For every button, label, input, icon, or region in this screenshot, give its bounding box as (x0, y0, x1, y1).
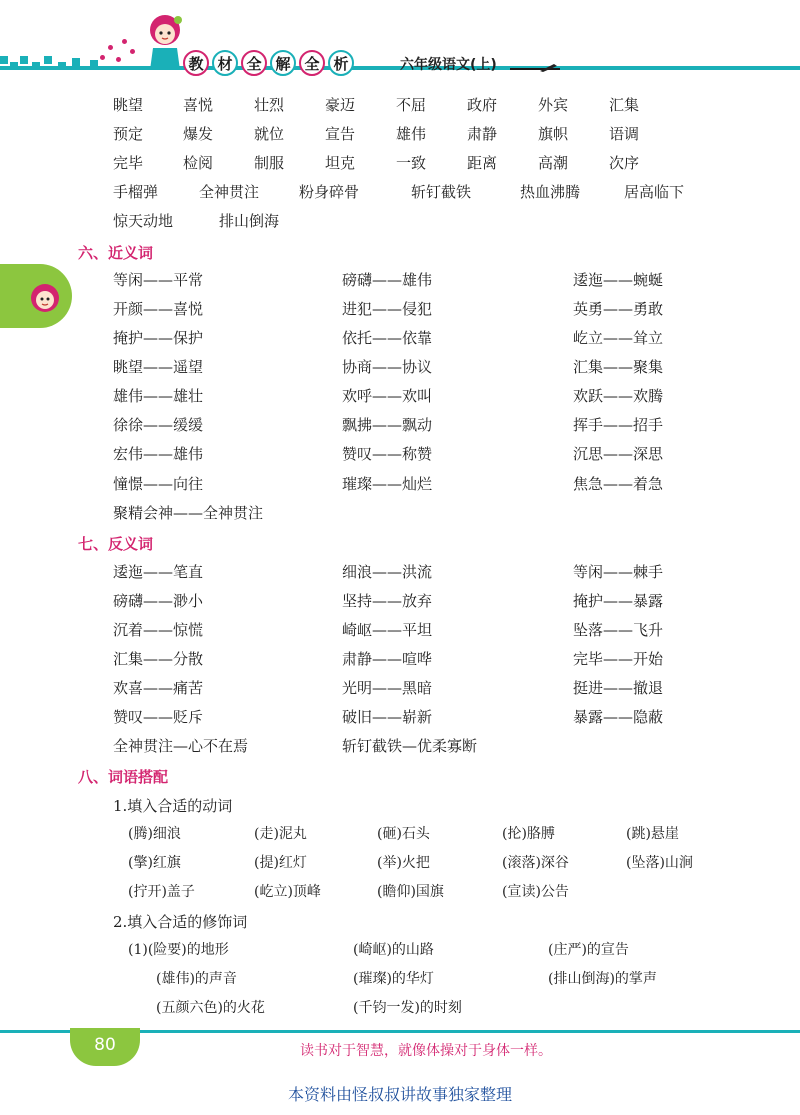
verb-item: (宣读)公告 (502, 884, 569, 900)
modifier-item: (五颜六色)的火花 (156, 1000, 265, 1016)
vocab-word: 宣告 (325, 125, 356, 143)
section-title-antonyms: 七、反义词 (78, 535, 154, 553)
title-char: 全 (299, 50, 325, 76)
synonym-pair: 飘拂——飘动 (342, 416, 433, 434)
antonym-pair: 破旧——崭新 (342, 708, 433, 726)
vocab-word: 外宾 (538, 96, 569, 114)
vocab-word: 斩钉截铁 (411, 183, 472, 201)
synonym-pair: 磅礴——雄伟 (342, 271, 433, 289)
antonym-pair: 肃静——喧哗 (342, 650, 433, 668)
antonym-pair: 挺进——撤退 (573, 679, 664, 697)
title-char: 教 (183, 50, 209, 76)
antonym-pair: 逶迤——笔直 (113, 563, 204, 581)
synonym-pair: 挥手——招手 (573, 416, 664, 434)
synonym-pair: 英勇——勇敢 (573, 300, 664, 318)
vocab-word: 雄伟 (396, 125, 427, 143)
antonym-pair: 细浪——洪流 (342, 563, 433, 581)
vocab-word: 预定 (113, 125, 144, 143)
antonym-pair: 斩钉截铁—优柔寡断 (342, 737, 478, 755)
modifier-item: (庄严)的宣告 (548, 942, 629, 958)
vocab-word: 政府 (467, 96, 498, 114)
vocab-word: 爆发 (183, 125, 214, 143)
subsection-title-verbs: 1.填入合适的动词 (113, 797, 233, 815)
verb-item: (坠落)山涧 (626, 855, 693, 871)
synonym-pair: 屹立——耸立 (573, 329, 664, 347)
vocab-word: 手榴弹 (113, 183, 159, 201)
mascot-face-icon (28, 280, 62, 314)
verb-item: (砸)石头 (377, 826, 430, 842)
vocab-word: 壮烈 (254, 96, 285, 114)
vocab-word: 喜悦 (183, 96, 214, 114)
synonym-pair: 汇集——聚集 (573, 358, 664, 376)
book-title (183, 50, 354, 78)
footer-quote: 读书对于智慧，就像体操对于身体一样。 (300, 1043, 552, 1059)
antonym-pair: 掩护——暴露 (573, 592, 664, 610)
vocab-word: 制服 (254, 154, 285, 172)
synonym-pair: 聚精会神——全神贯注 (113, 504, 264, 522)
synonym-pair: 宏伟——雄伟 (113, 445, 204, 463)
synonym-pair: 沉思——深思 (573, 445, 664, 463)
vocab-word: 眺望 (113, 96, 144, 114)
title-char: 全 (241, 50, 267, 76)
vocab-word: 惊天动地 (113, 212, 174, 230)
vocab-word: 完毕 (113, 154, 144, 172)
vocab-word: 肃静 (467, 125, 498, 143)
verb-item: (擎)红旗 (128, 855, 181, 871)
antonym-pair: 暴露——隐蔽 (573, 708, 664, 726)
verb-item: (举)火把 (377, 855, 430, 871)
grade-label: 六年级语文(上) (400, 57, 497, 73)
vocab-word: 次序 (609, 154, 640, 172)
title-char: 解 (270, 50, 296, 76)
antonym-pair: 沉着——惊慌 (113, 621, 204, 639)
synonym-pair: 雄伟——雄壮 (113, 387, 204, 405)
verb-item: (腾)细浪 (128, 826, 181, 842)
synonym-pair: 掩护——保护 (113, 329, 204, 347)
vocab-word: 汇集 (609, 96, 640, 114)
verb-item: (跳)悬崖 (626, 826, 679, 842)
verb-item: (提)红灯 (254, 855, 307, 871)
title-char: 析 (328, 50, 354, 76)
vocab-word: 全神贯注 (199, 183, 260, 201)
modifier-item: (1)(险要)的地形 (128, 942, 229, 958)
synonym-pair: 协商——协议 (342, 358, 433, 376)
antonym-pair: 完毕——开始 (573, 650, 664, 668)
antonym-pair: 坚持——放弃 (342, 592, 433, 610)
synonym-pair: 憧憬——向往 (113, 475, 204, 493)
subsection-title-modifiers: 2.填入合适的修饰词 (113, 913, 248, 931)
vocab-word: 距离 (467, 154, 498, 172)
verb-item: (拧开)盖子 (128, 884, 195, 900)
title-char: 材 (212, 50, 238, 76)
page-header (0, 0, 800, 95)
verb-item: (抡)胳膊 (502, 826, 555, 842)
antonym-pair: 崎岖——平坦 (342, 621, 433, 639)
synonym-pair: 逶迤——蜿蜒 (573, 271, 664, 289)
vocab-word: 不屈 (396, 96, 427, 114)
vocab-word: 豪迈 (325, 96, 356, 114)
vocab-word: 坦克 (325, 154, 356, 172)
synonym-pair: 依托——依靠 (342, 329, 433, 347)
antonym-pair: 欢喜——痛苦 (113, 679, 204, 697)
vocab-word: 语调 (609, 125, 640, 143)
synonym-pair: 进犯——侵犯 (342, 300, 433, 318)
section-title-collocation: 八、词语搭配 (78, 768, 169, 786)
verb-item: (瞻仰)国旗 (377, 884, 444, 900)
modifier-item: (崎岖)的山路 (353, 942, 434, 958)
vocab-word: 就位 (254, 125, 285, 143)
vocab-word: 一致 (396, 154, 427, 172)
verb-item: (走)泥丸 (254, 826, 307, 842)
antonym-pair: 汇集——分散 (113, 650, 204, 668)
vocab-word: 粉身碎骨 (299, 183, 360, 201)
verb-item: (滚落)深谷 (502, 855, 569, 871)
modifier-item: (排山倒海)的掌声 (548, 971, 657, 987)
antonym-pair: 赞叹——贬斥 (113, 708, 204, 726)
synonym-pair: 等闲——平常 (113, 271, 204, 289)
antonym-pair: 光明——黑暗 (342, 679, 433, 697)
vocab-word: 居高临下 (624, 183, 685, 201)
synonym-pair: 眺望——遥望 (113, 358, 204, 376)
credit-line: 本资料由怪叔叔讲故事独家整理 (287, 1085, 512, 1104)
modifier-item: (雄伟)的声音 (156, 971, 237, 987)
antonym-pair: 坠落——飞升 (573, 621, 664, 639)
vocab-word: 高潮 (538, 154, 569, 172)
antonym-pair: 全神贯注—心不在焉 (113, 737, 249, 755)
synonym-pair: 璀璨——灿烂 (342, 475, 433, 493)
synonym-pair: 焦急——着急 (573, 475, 664, 493)
modifier-item: (璀璨)的华灯 (353, 971, 434, 987)
vocab-word: 排山倒海 (219, 212, 280, 230)
vocab-word: 旗帜 (538, 125, 569, 143)
vocab-word: 检阅 (183, 154, 214, 172)
synonym-pair: 欢呼——欢叫 (342, 387, 433, 405)
antonym-pair: 磅礴——渺小 (113, 592, 204, 610)
synonym-pair: 开颜——喜悦 (113, 300, 204, 318)
verb-item: (屹立)顶峰 (254, 884, 321, 900)
synonym-pair: 徐徐——缓缓 (113, 416, 204, 434)
synonym-pair: 赞叹——称赞 (342, 445, 433, 463)
pen-icon (540, 62, 558, 72)
page-number: 80 (94, 1035, 116, 1055)
section-title-synonyms: 六、近义词 (78, 244, 154, 262)
synonym-pair: 欢跃——欢腾 (573, 387, 664, 405)
antonym-pair: 等闲——棘手 (573, 563, 664, 581)
vocab-word: 热血沸腾 (520, 183, 581, 201)
modifier-item: (千钧一发)的时刻 (353, 1000, 462, 1016)
